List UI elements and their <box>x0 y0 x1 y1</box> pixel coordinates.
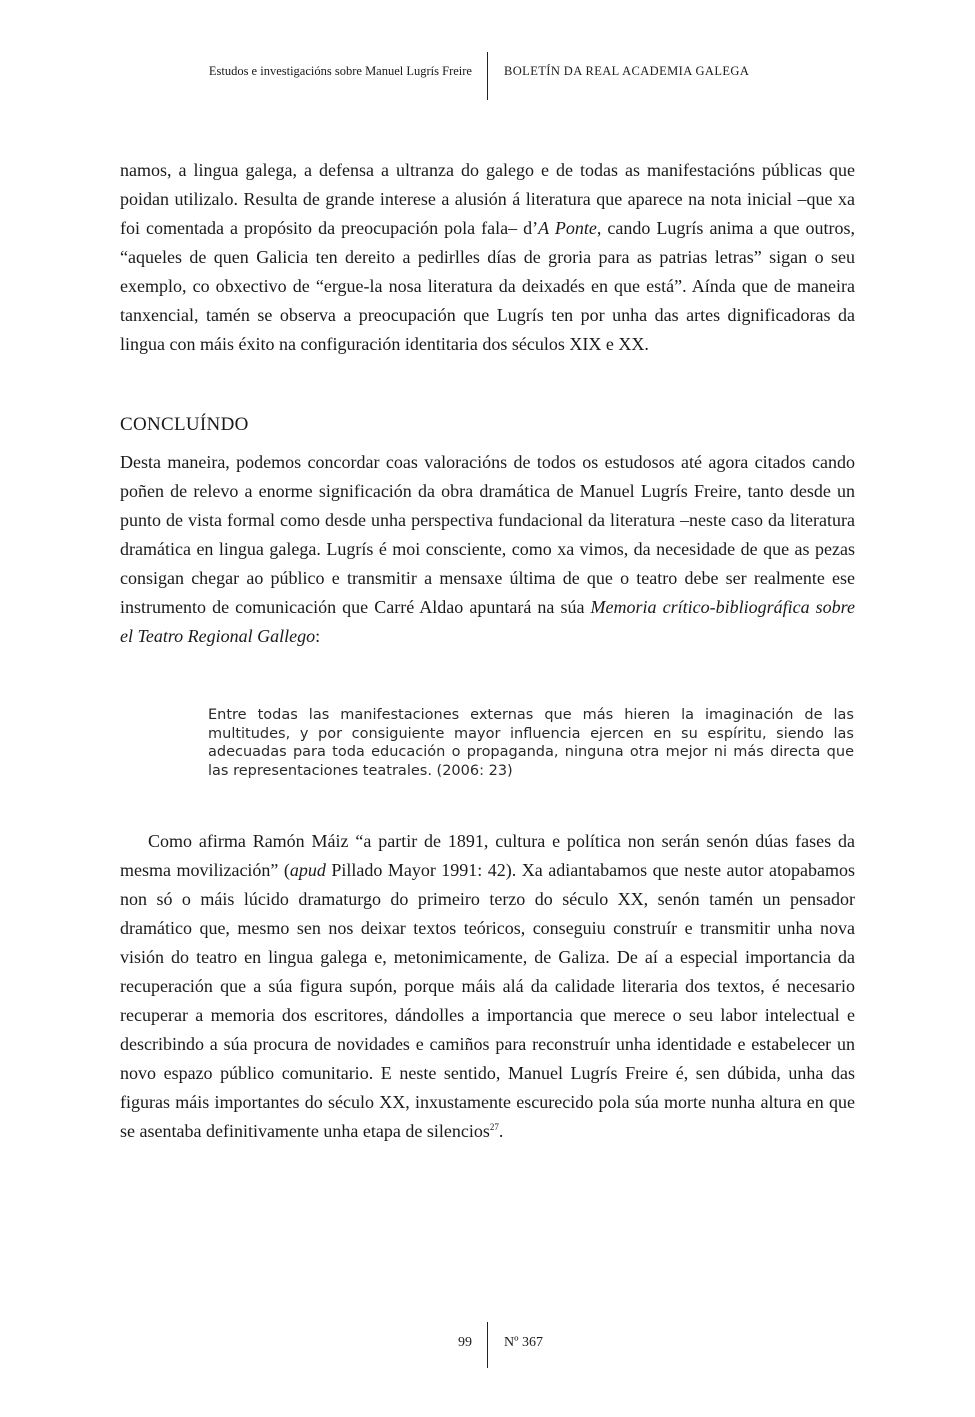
para1-italic-title: A Ponte <box>538 218 597 238</box>
para1-text-a: namos, a lingua galega, a defensa a ultranza do galego e de todas as manifestacións públicas que poidan utilizalo. Resulta de grande interese a alusión á literatura que aparece na nota inicial –que xa foi comentada a propósito da preocupación pola fala– d’ <box>120 160 855 238</box>
section-heading: CONCLUÍNDO <box>120 414 249 435</box>
header-right-title: BOLETÍN DA REAL ACADEMIA GALEGA <box>504 64 750 78</box>
issue-number: Nº 367 <box>504 1335 543 1350</box>
para3-italic-apud: apud <box>289 860 326 880</box>
para3-text-a: Como afirma Ramón Máiz “a partir de 1891, cultura e política non serán senón dúas fases da mesma movilización” ( <box>120 831 855 880</box>
block-quote: Entre todas las manifestaciones externas que más hieren la imaginación de las multitudes, y por consiguiente mayor influencia ejercen en su espíritu, siendo las adecuadas para toda educación o propaganda, ninguna otra mejor ni más directa que las representaciones teatrales. (2006: 23) <box>208 707 854 779</box>
running-header <box>0 52 975 100</box>
paragraph-1 <box>120 156 855 359</box>
footnote-ref[interactable]: 27 <box>489 1122 499 1132</box>
footer-divider <box>487 1322 488 1368</box>
paragraph-3 <box>120 827 855 1146</box>
header-divider <box>487 52 488 100</box>
para3-text-c: . <box>498 1121 504 1141</box>
para2-text-a: Desta maneira, podemos concordar coas valoracións de todos os estudosos até agora citados cando poñen de relevo a enorme significación da obra dramática de Manuel Lugrís Freire, tanto desde un punto de vista formal como desde unha perspectiva fundacional da literatura –neste caso da literatura dramática en lingua galega. Lugrís é moi consciente, como xa vimos, da necesidade de que as pezas consigan chegar ao público e transmitir a mensaxe última de que o teatro debe ser realmente ese instrumento de comunicación que Carré Aldao apuntará na súa <box>120 452 855 617</box>
para2-text-b: : <box>315 626 321 646</box>
page-number: 99 <box>458 1335 472 1350</box>
para1-text-b: , cando Lugrís anima a que outros, “aqueles de quen Galicia ten dereito a pedirlles días de groria para as patrias letras” sigan o seu exemplo, co obxectivo de “ergue-la nosa literatura da deixadés en que está”. Aínda que de maneira tanxencial, tamén se observa a preocupación que Lugrís ten por unha das artes dignificadoras da lingua con máis éxito na configuración identitaria dos séculos XIX e XX. <box>120 218 856 354</box>
para3-text-b: Pillado Mayor 1991: 42). Xa adiantabamos que neste autor atopabamos non só o máis lúcido dramaturgo do primeiro terzo do século XX, senón tamén un pensador dramático que, mesmo sen nos deixar textos teóricos, conseguiu construír e transmitir unha nova visión do teatro en lingua galega e, metonimicamente, de Galiza. De aí a especial importancia da recuperación que a súa figura supón, porque máis alá da calidade literaria dos textos, é necesario recuperar a memoria dos escritores, dándolles a importancia que merece o seu labor intelectual e describindo a súa procura de novidades e camiños para reconstruír unha identidade e estabelecer un novo espazo público comunitario. E neste sentido, Manuel Lugrís Freire é, sen dúbida, unha das figuras máis importantes do século XX, inxustamente escurecido pola súa morte nunha altura en que se asentaba definitivamente unha etapa de silencios <box>120 860 855 1141</box>
para2-italic-title: Memoria crítico-bibliográfica sobre el Teatro Regional Gallego <box>120 597 855 646</box>
paragraph-2 <box>120 448 855 651</box>
page-footer <box>0 1322 975 1368</box>
header-left-title: Estudos e investigacións sobre Manuel Lugrís Freire <box>208 64 472 78</box>
